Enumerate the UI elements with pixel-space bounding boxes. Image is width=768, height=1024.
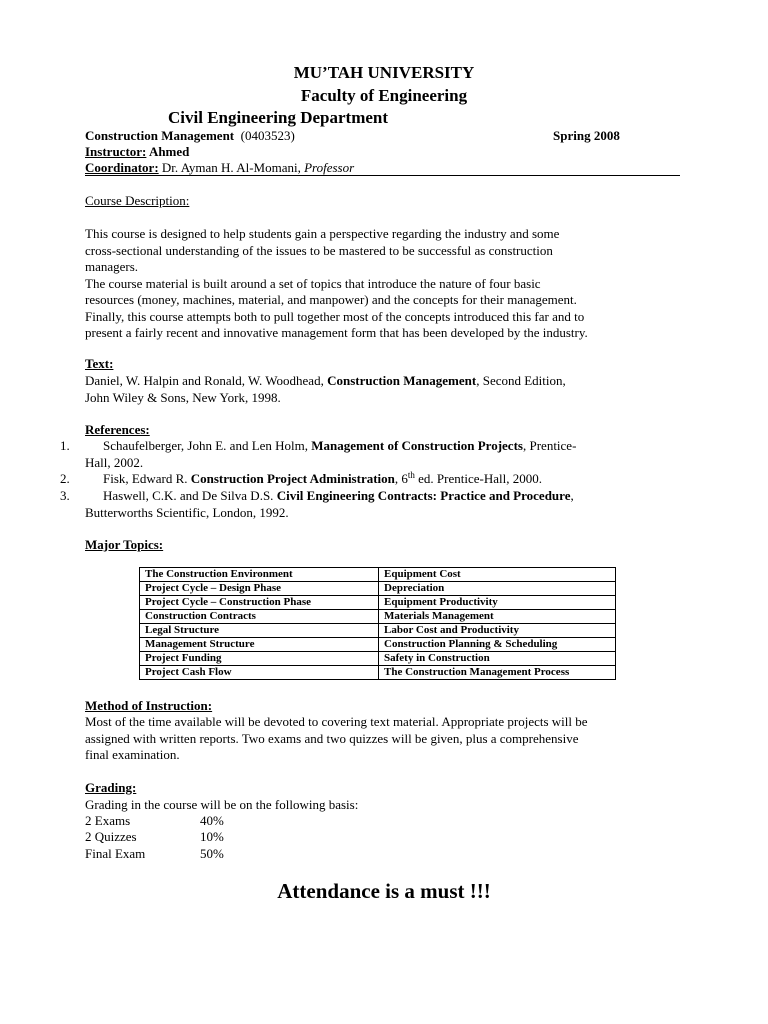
table-row [140, 582, 616, 596]
grade-label: Final Exam [85, 846, 146, 861]
grade-row [85, 829, 224, 846]
reference-title: Construction Project Administration [190, 471, 395, 486]
text-heading: Text: [85, 356, 114, 371]
topic-cell: The Construction Environment [140, 568, 379, 582]
table-row [140, 652, 616, 666]
table-row [140, 568, 616, 582]
coordinator-label: Coordinator: [85, 160, 159, 175]
topic-cell: Depreciation [379, 582, 616, 596]
grade-percent: 50% [200, 846, 224, 861]
instructor-label: Instructor: [85, 144, 147, 159]
reference-title: Management of Construction Projects [311, 438, 523, 453]
reference-authors: Schaufelberger, John E. and Len Holm, [103, 438, 309, 453]
textbook-edition: , Second Edition, [476, 373, 566, 388]
textbook-authors: Daniel, W. Halpin and Ronald, W. Woodhead, [85, 373, 324, 388]
coordinator-line [85, 160, 680, 176]
grading-intro: Grading in the course will be on the following basis: [85, 797, 359, 812]
topics-heading: Major Topics: [85, 537, 164, 552]
grading-heading: Grading: [85, 780, 137, 795]
description-line: resources (money, machines, material, and manpower) and the concepts for their management. [85, 292, 577, 307]
textbook-title: Construction Management [327, 373, 477, 388]
course-code: (0403523) [240, 128, 295, 143]
reference-publisher-line: Hall, 2002. [85, 454, 144, 470]
description-heading: Course Description: [85, 193, 190, 208]
topic-cell: Project Cycle – Design Phase [140, 582, 379, 596]
grade-percent: 10% [200, 829, 224, 844]
department-name: Civil Engineering Department [168, 108, 389, 127]
topics-table [139, 567, 616, 680]
topic-cell: Safety in Construction [379, 652, 616, 666]
reference-number: 3. [60, 488, 70, 503]
topic-cell: The Construction Management Process [379, 666, 616, 680]
textbook-publisher: John Wiley & Sons, New York, 1998. [85, 389, 281, 405]
topic-cell: Legal Structure [140, 624, 379, 638]
reference-authors: Fisk, Edward R. [103, 471, 188, 486]
reference-edition: , 6 [394, 471, 408, 486]
topic-cell: Construction Contracts [140, 610, 379, 624]
description-line: This course is designed to help students gain a perspective regarding the industry and some [85, 226, 560, 241]
reference-number: 2. [60, 471, 70, 486]
topic-cell: Materials Management [379, 610, 616, 624]
reference-item [103, 471, 542, 488]
grade-row [85, 813, 224, 830]
grade-row [85, 846, 224, 863]
topic-cell: Project Cash Flow [140, 666, 379, 680]
coordinator-name: Dr. Ayman H. Al-Momani, [161, 160, 301, 175]
topic-cell: Equipment Cost [379, 568, 616, 582]
course-term: Spring 2008 [553, 128, 620, 143]
table-row [140, 624, 616, 638]
grade-label: 2 Exams [85, 813, 131, 828]
description-line: The course material is built around a set of topics that introduce the nature of four basic [85, 275, 541, 291]
reference-publisher: ed. Prentice-Hall, 2000. [414, 471, 542, 486]
description-line: present a fairly recent and innovative management form that has been developed by the industry. [85, 325, 588, 340]
course-line [85, 128, 295, 145]
reference-title: Civil Engineering Contracts: Practice and Procedure [276, 488, 571, 503]
method-text [85, 714, 588, 764]
description-line: cross-sectional understanding of the issues to be mastered to be successful as construction [85, 242, 553, 258]
coordinator-title: Professor [304, 160, 355, 175]
method-line: Most of the time available will be devoted to covering text material. Appropriate projects will be [85, 714, 588, 729]
topic-cell: Management Structure [140, 638, 379, 652]
reference-publisher-line: Butterworths Scientific, London, 1992. [85, 504, 289, 520]
description-line: Finally, this course attempts both to pull together most of the concepts introduced this far and to [85, 308, 585, 324]
reference-item [85, 488, 574, 521]
topic-cell: Project Cycle – Construction Phase [140, 596, 379, 610]
attendance-notice: Attendance is a must !!! [277, 879, 491, 903]
description-line: managers. [85, 259, 139, 274]
topic-cell: Construction Planning & Scheduling [379, 638, 616, 652]
topic-cell: Equipment Productivity [379, 596, 616, 610]
grade-label: 2 Quizzes [85, 829, 137, 844]
grade-percent: 40% [200, 813, 224, 828]
method-heading: Method of Instruction: [85, 698, 213, 713]
table-row [140, 666, 616, 680]
textbook-citation [85, 373, 566, 406]
topic-cell: Project Funding [140, 652, 379, 666]
course-name: Construction Management [85, 128, 235, 143]
reference-number: 1. [60, 438, 70, 453]
table-row [140, 638, 616, 652]
table-row [140, 596, 616, 610]
instructor-line [85, 144, 189, 161]
reference-authors: Haswell, C.K. and De Silva D.S. [103, 488, 274, 503]
method-line: final examination. [85, 747, 180, 762]
description-text [85, 226, 588, 342]
reference-edition-sup: th [407, 470, 415, 480]
method-line: assigned with written reports. Two exams and two quizzes will be given, plus a comprehensive [85, 730, 579, 746]
table-row [140, 610, 616, 624]
topic-cell: Labor Cost and Productivity [379, 624, 616, 638]
references-heading: References: [85, 422, 150, 437]
instructor-name: Ahmed [148, 144, 190, 159]
reference-item [85, 438, 576, 471]
university-name: MU’TAH UNIVERSITY [293, 63, 475, 82]
faculty-name: Faculty of Engineering [300, 86, 468, 105]
reference-punct: , [570, 488, 574, 503]
reference-publisher: , Prentice- [522, 438, 577, 453]
